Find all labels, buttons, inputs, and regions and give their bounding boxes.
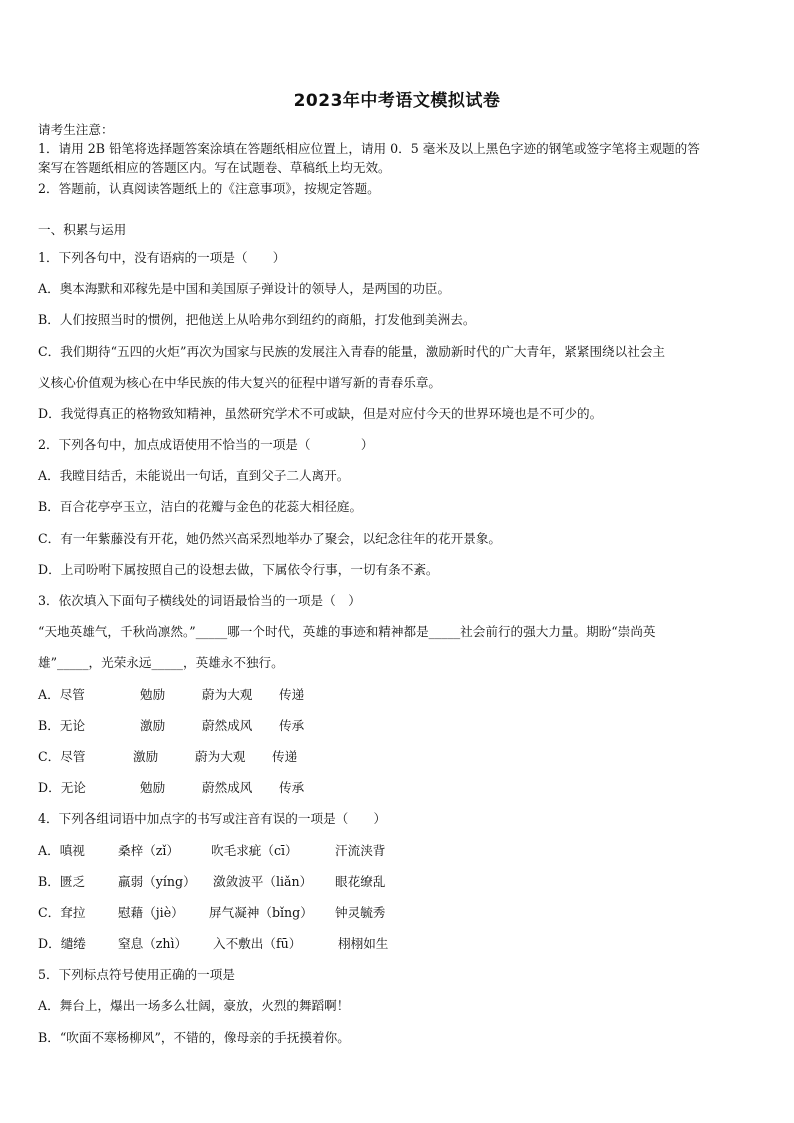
question-1-option-c-line-1: C．我们期待“五四的火炬”再次为国家与民族的发展注入青春的能量，激励新时代的广大青年，紧紧围绕以社会主 — [38, 344, 666, 359]
question-1-option-b: B．人们按照当时的惯例，把他送上从哈弗尔到纽约的商船，打发他到美洲去。 — [38, 312, 476, 327]
notice-item-2: 2．答题前，认真阅读答题纸上的《注意事项》，按规定答题。 — [38, 181, 380, 196]
option-cell: 潋敛波平（liǎn） — [213, 874, 313, 889]
option-cell: 激励 — [140, 718, 166, 733]
question-2-option-a: A．我瞠目结舌，未能说出一句话，直到父子二人离开。 — [38, 468, 350, 483]
option-cell: C．尽管 — [38, 749, 86, 764]
option-cell: 传递 — [272, 749, 298, 764]
question-3-passage-line-1: “天地英雄气，千秋尚凛然。”_____哪一个时代，英雄的事迹和精神都是_____社会前行的强大力量。期盼“崇尚英 — [38, 624, 656, 639]
option-cell: 传递 — [279, 687, 305, 702]
option-cell: 入不敷出（fū） — [213, 936, 302, 951]
option-cell: 眼花缭乱 — [335, 874, 386, 889]
question-1-option-a: A．奥本海默和邓稼先是中国和美国原子弹设计的领导人，是两国的功臣。 — [38, 281, 451, 296]
notice-heading: 请考生注意： — [38, 122, 114, 137]
option-cell: 慰藉（jiè） — [118, 905, 184, 920]
option-cell: 激励 — [133, 749, 159, 764]
option-cell: 羸弱（yíng） — [118, 874, 196, 889]
option-cell: 屏气凝神（bǐng） — [209, 905, 313, 920]
option-cell: 钟灵毓秀 — [335, 905, 386, 920]
option-cell: 蔚然成风 — [202, 780, 253, 795]
option-cell: A．尽管 — [38, 687, 85, 702]
option-cell: 蔚然成风 — [202, 718, 253, 733]
question-5-option-b: B．“吹面不寒杨柳风”，不错的，像母亲的手抚摸着你。 — [38, 1030, 350, 1045]
option-cell: 勉励 — [140, 780, 166, 795]
question-2-option-c: C．有一年紫藤没有开花，她仍然兴高采烈地举办了聚会，以纪念往年的花开景象。 — [38, 531, 502, 546]
section-heading: 一、积累与运用 — [38, 222, 127, 237]
option-cell: C．耷拉 — [38, 905, 86, 920]
question-2-option-d: D．上司吩咐下属按照自己的设想去做，下属依令行事，一切有条不紊。 — [38, 562, 439, 577]
option-cell: 传承 — [279, 718, 305, 733]
option-cell: 汗流浃背 — [335, 843, 386, 858]
question-3-passage-line-2: 雄”_____，光荣永远_____，英雄永不独行。 — [38, 655, 284, 670]
notice-item-1-line-1: 1．请用 2B 铅笔将选择题答案涂填在答题纸相应位置上，请用 0．5 毫米及以上黑色字迹的钢笔或签字笔将主观题的答 — [38, 141, 700, 156]
option-cell: 桑梓（zǐ） — [118, 843, 180, 858]
option-cell: D．无论 — [38, 780, 86, 795]
question-1-stem: 1．下列各句中，没有语病的一项是（ ） — [38, 250, 286, 265]
option-cell: D．缱绻 — [38, 936, 86, 951]
option-cell: 蔚为大观 — [202, 687, 253, 702]
question-2-option-b: B．百合花亭亭玉立，洁白的花瓣与金色的花蕊大相径庭。 — [38, 499, 363, 514]
option-cell: 栩栩如生 — [338, 936, 389, 951]
question-4-stem: 4．下列各组词语中加点字的书写或注音有误的一项是（ ） — [38, 811, 387, 826]
option-cell: B．无论 — [38, 718, 86, 733]
option-cell: 吹毛求疵（cī） — [211, 843, 298, 858]
question-3-stem: 3．依次填入下面句子横线处的词语最恰当的一项是（ ） — [38, 593, 361, 608]
question-2-stem: 2．下列各句中，加点成语使用不恰当的一项是（ ） — [38, 437, 374, 452]
option-cell: 传承 — [279, 780, 305, 795]
option-cell: B．匮乏 — [38, 874, 86, 889]
option-cell: 窒息（zhì） — [118, 936, 188, 951]
page-title: 2023年中考语文模拟试卷 — [293, 91, 501, 111]
question-5-option-a: A．舞台上，爆出一场多么壮阔，豪放，火烈的舞蹈啊！ — [38, 998, 350, 1013]
option-cell: A．嗔视 — [38, 843, 85, 858]
option-cell: 勉励 — [140, 687, 166, 702]
question-1-option-d: D．我觉得真正的格物致知精神，虽然研究学术不可或缺，但是对应付今天的世界环境也是不可少的。 — [38, 406, 603, 421]
option-cell: 蔚为大观 — [195, 749, 246, 764]
notice-item-1-line-2: 案写在答题纸相应的答题区内。写在试题卷、草稿纸上均无效。 — [38, 160, 391, 175]
question-1-option-c-line-2: 义核心价值观为核心在中华民族的伟大复兴的征程中谱写新的青春乐章。 — [38, 375, 441, 390]
question-5-stem: 5．下列标点符号使用正确的一项是 — [38, 967, 235, 982]
